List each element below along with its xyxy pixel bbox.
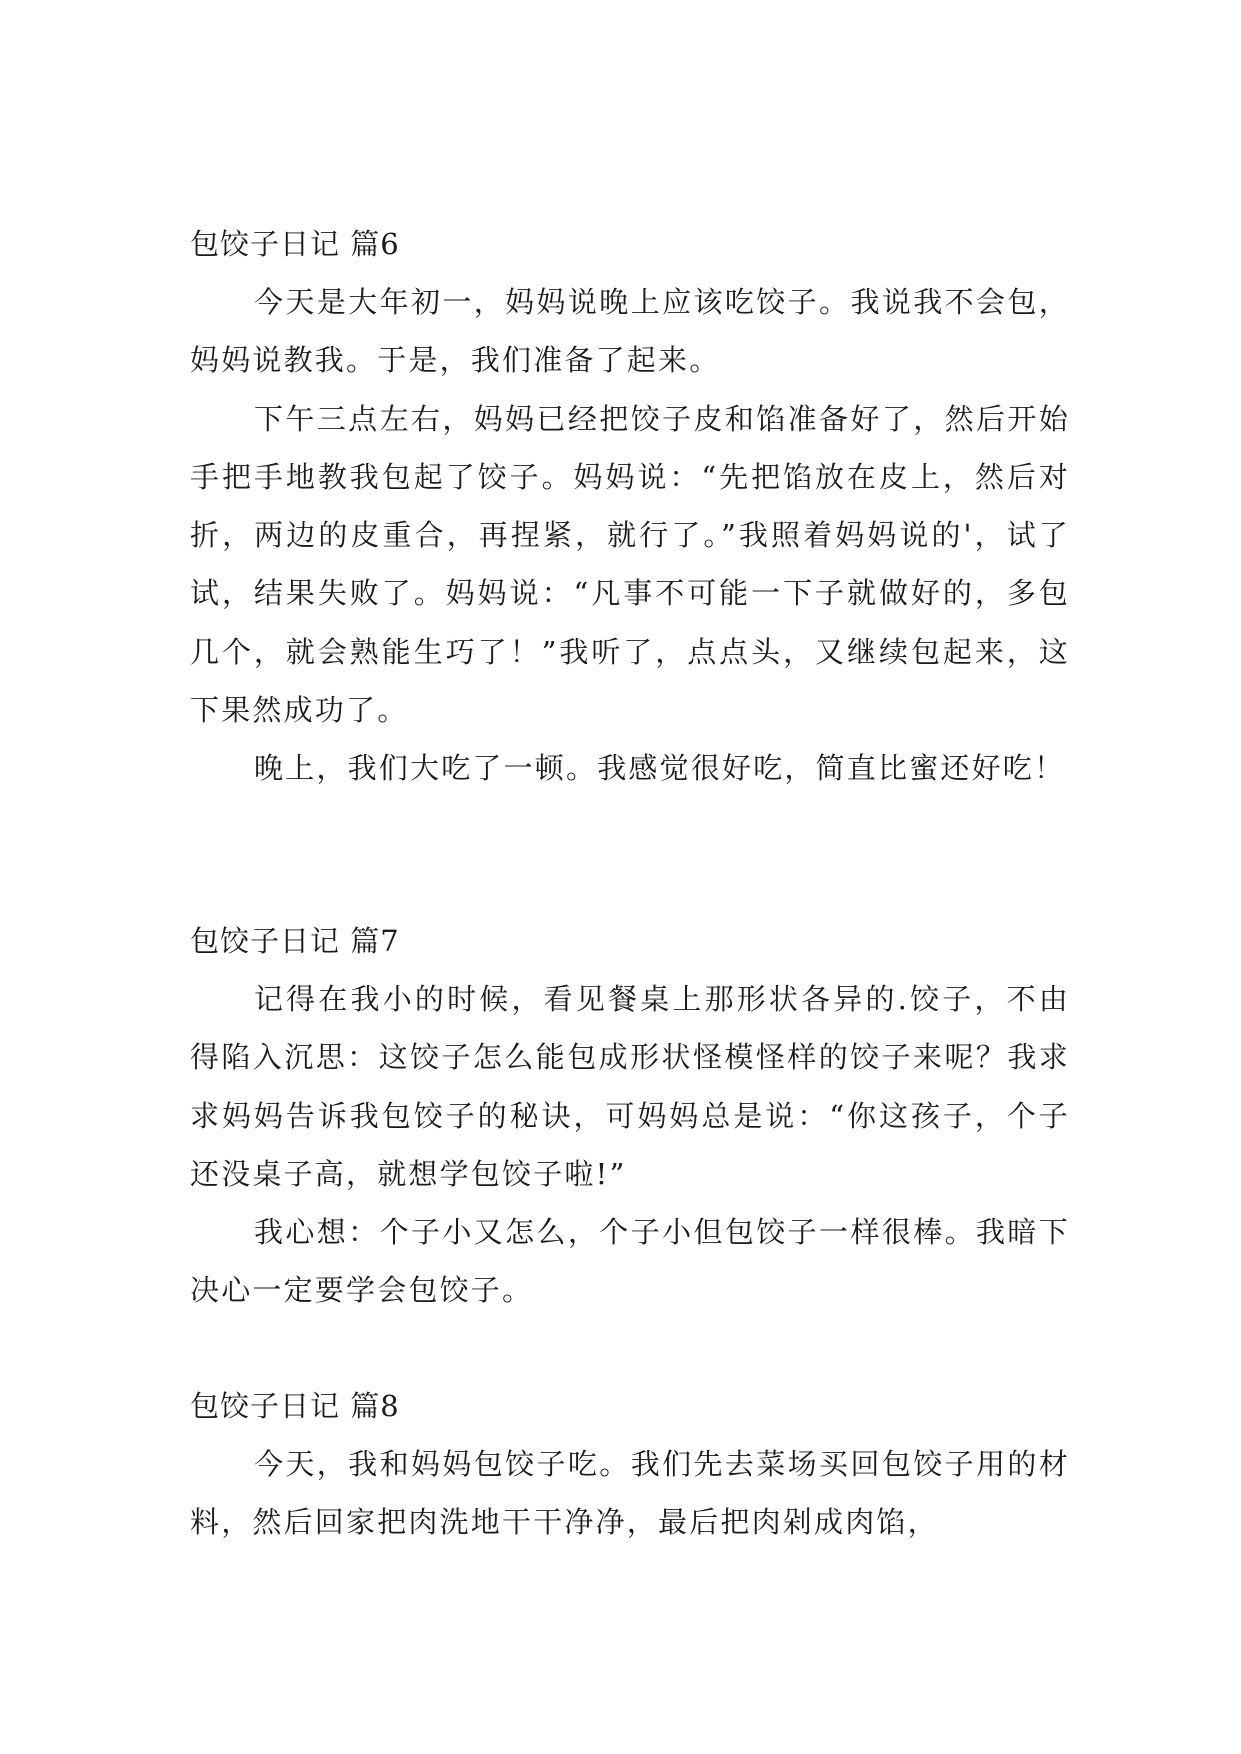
entry-heading: 包饺子日记 篇6: [190, 227, 400, 261]
diary-entry-7: [190, 912, 1070, 1320]
paragraph: 我心想：个子小又怎么，个子小但包饺子一样很棒。我暗下决心一定要学会包饺子。: [190, 1215, 1070, 1308]
paragraph: 记得在我小的时候，看见餐桌上那形状各异的.饺子，不由得陷入沉思：这饺子怎么能包成形状怪模怪样的饺子来呢？我求求妈妈告诉我包饺子的秘诀，可妈妈总是说：“你这孩子，个子还没桌子高，就想学包饺子啦!”: [190, 982, 1070, 1191]
paragraph: 今天，我和妈妈包饺子吃。我们先去菜场买回包饺子用的材料，然后回家把肉洗地干干净净，最后把肉剁成肉馅，: [190, 1447, 1070, 1540]
entry-heading: 包饺子日记 篇7: [190, 924, 400, 958]
entry-heading: 包饺子日记 篇8: [190, 1389, 400, 1423]
paragraph: 下午三点左右，妈妈已经把饺子皮和馅准备好了，然后开始手把手地教我包起了饺子。妈妈说：“先把馅放在皮上，然后对折，两边的皮重合，再捏紧，就行了。”我照着妈妈说的'，试了试，结果失败了。妈妈说：“凡事不可能一下子就做好的，多包几个，就会熟能生巧了！”我听了，点点头，又继续包起来，这下果然成功了。: [190, 401, 1070, 728]
diary-entry-6: [190, 215, 1070, 798]
paragraph: 晚上，我们大吃了一顿。我感觉很好吃，简直比蜜还好吃！: [254, 751, 1066, 786]
paragraph: 今天是大年初一，妈妈说晚上应该吃饺子。我说我不会包，妈妈说教我。于是，我们准备了起来。: [190, 285, 1070, 378]
diary-entry-8: [190, 1377, 1070, 1552]
